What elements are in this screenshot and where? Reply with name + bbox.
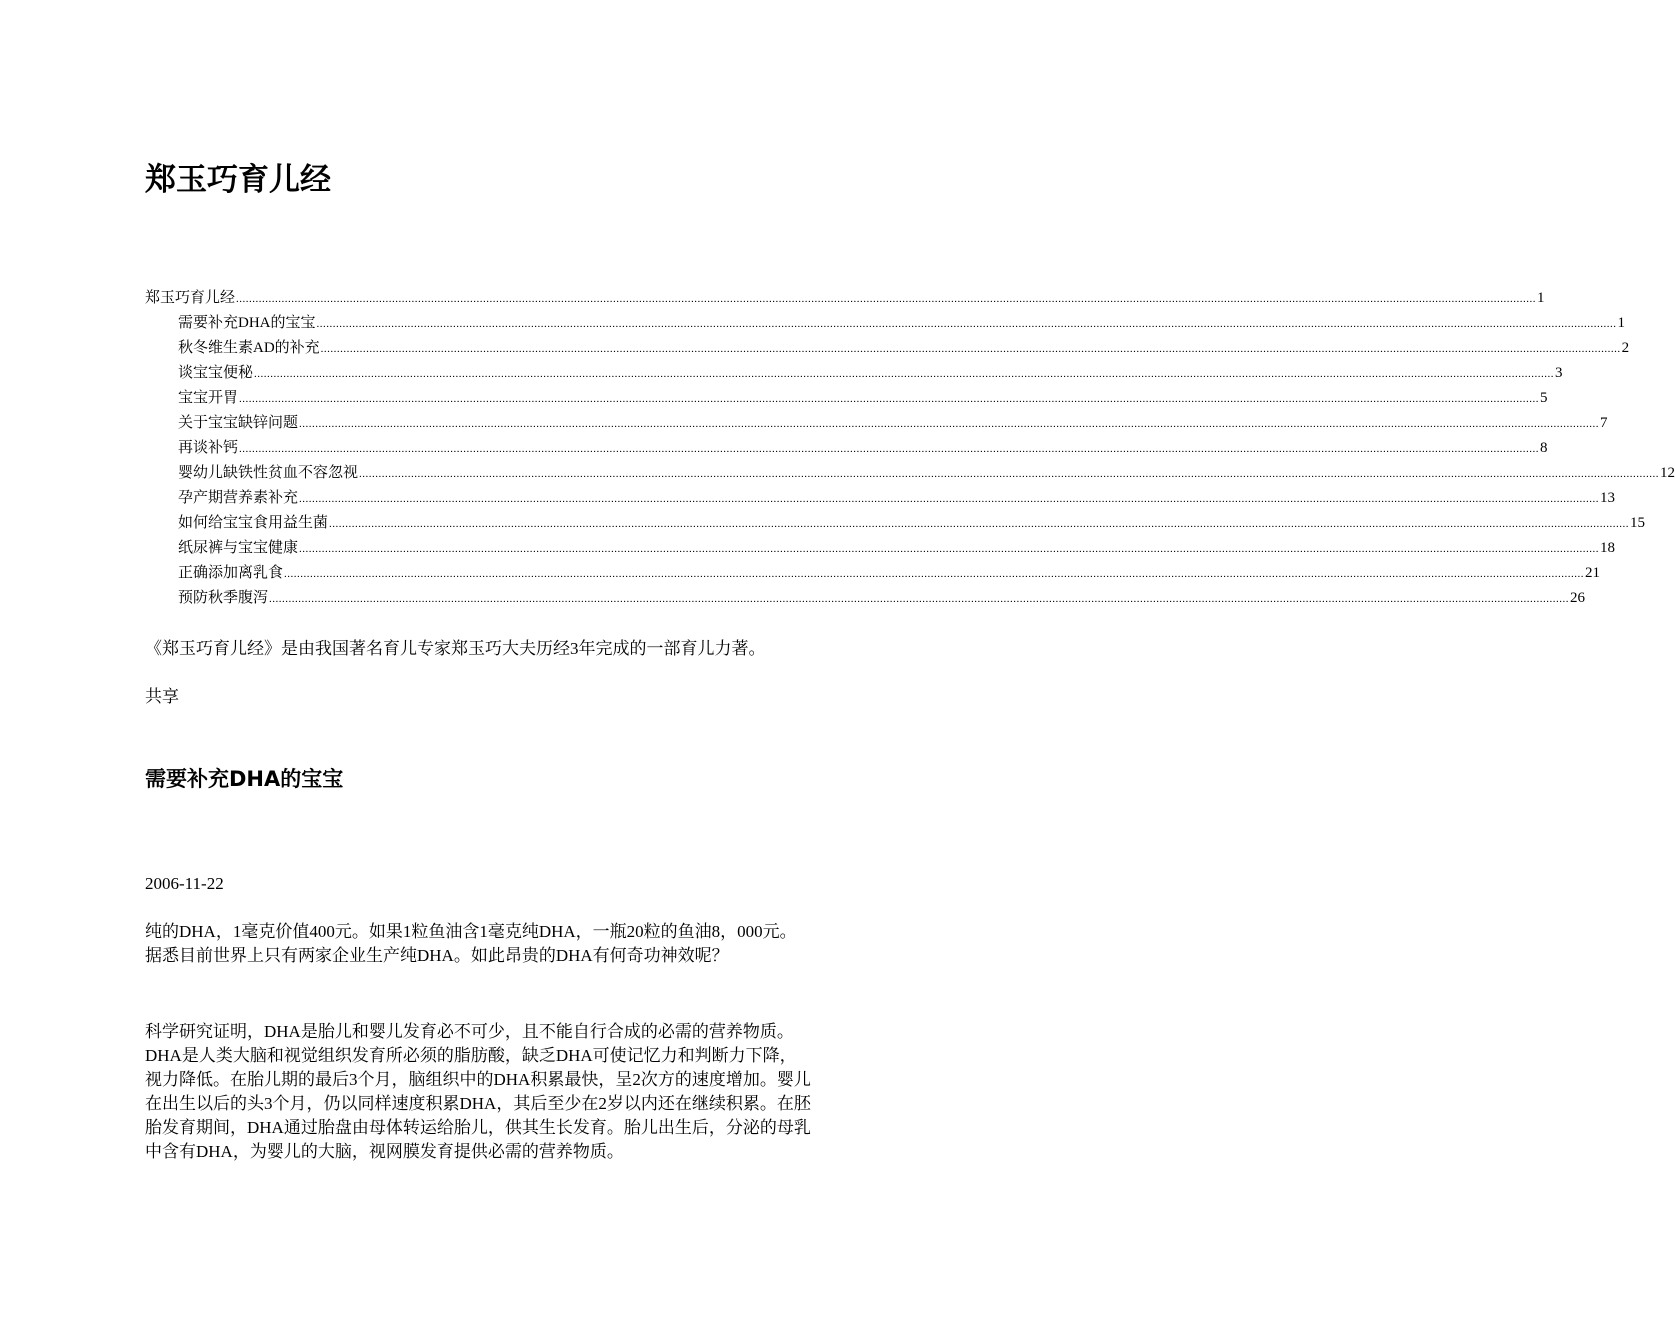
toc-entry[interactable] xyxy=(145,386,1548,411)
toc-entry[interactable] xyxy=(145,536,1616,561)
toc-entry-text: 需要补充DHA的宝宝 xyxy=(178,315,316,331)
toc-leader-dots: ................................................................................................................................................................................................................................................................................................................................................................................................................ xyxy=(299,418,1600,430)
toc-entry-text: 郑玉巧育儿经 xyxy=(145,290,236,306)
toc-entry[interactable] xyxy=(145,286,1545,311)
toc-entry-text: 如何给宝宝食用益生菌 xyxy=(178,515,329,531)
toc-leader-dots: ................................................................................................................................................................................................................................................................................................................................................................................................................ xyxy=(236,293,1537,305)
document-title: 郑玉巧育儿经 xyxy=(145,162,331,198)
toc-leader-dots: ................................................................................................................................................................................................................................................................................................................................................................................................................ xyxy=(239,393,1540,405)
toc-leader-dots: ................................................................................................................................................................................................................................................................................................................................................................................................................ xyxy=(359,468,1660,480)
toc-entry-page: 18 xyxy=(1600,540,1616,556)
toc-entry-text: 预防秋季腹泻 xyxy=(178,590,269,606)
toc-entry[interactable] xyxy=(145,511,1646,536)
toc-entry-page: 8 xyxy=(1540,440,1548,456)
body-paragraph: 纯的DHA，1毫克价值400元。如果1粒鱼油含1毫克纯DHA，一瓶20粒的鱼油8，000元。据悉目前世界上只有两家企业生产纯DHA。如此昂贵的DHA有何奇功神效呢？ xyxy=(145,922,797,965)
toc-entry[interactable] xyxy=(145,461,1675,486)
toc-entry-text: 宝宝开胃 xyxy=(178,390,239,406)
toc-entry-page: 15 xyxy=(1630,515,1646,531)
toc-entry[interactable] xyxy=(145,561,1601,586)
share-text: 共享 xyxy=(145,687,179,706)
body-paragraph: 科学研究证明，DHA是胎儿和婴儿发育必不可少，且不能自行合成的必需的营养物质。DHA是人类大脑和视觉组织发育所必须的脂肪酸，缺乏DHA可使记忆力和判断力下降，视力降低。在胎儿期的最后3个月，脑组织中的DHA积累最快，呈2次方的速度增加。婴儿在出生以后的头3个月，仍以同样速度积累DHA，其后至少在2岁以内还在继续积累。在胚胎发育期间，DHA通过胎盘由母体转运给胎儿，供其生长发育。胎儿出生后，分泌的母乳中含有DHA，为婴儿的大脑，视网膜发育提供必需的营养物质。 xyxy=(145,1022,811,1161)
toc-leader-dots: ................................................................................................................................................................................................................................................................................................................................................................................................................ xyxy=(316,318,1617,330)
toc-leader-dots: ................................................................................................................................................................................................................................................................................................................................................................................................................ xyxy=(299,543,1600,555)
toc-entry-page: 3 xyxy=(1555,365,1563,381)
toc-entry[interactable] xyxy=(145,486,1616,511)
intro-paragraph: 《郑玉巧育儿经》是由我国著名育儿专家郑玉巧大夫历经3年完成的一部育儿力著。 xyxy=(145,639,766,658)
toc-leader-dots: ................................................................................................................................................................................................................................................................................................................................................................................................................ xyxy=(284,568,1585,580)
toc-leader-dots: ................................................................................................................................................................................................................................................................................................................................................................................................................ xyxy=(329,518,1630,530)
toc-entry-page: 7 xyxy=(1600,415,1608,431)
toc-entry[interactable] xyxy=(145,361,1563,386)
toc-entry-page: 13 xyxy=(1600,490,1616,506)
toc-entry-page: 12 xyxy=(1660,465,1675,481)
toc-entry-page: 1 xyxy=(1537,290,1545,306)
table-of-contents xyxy=(145,286,1675,611)
toc-leader-dots: ................................................................................................................................................................................................................................................................................................................................................................................................................ xyxy=(254,368,1555,380)
toc-entry-text: 关于宝宝缺锌问题 xyxy=(178,415,299,431)
toc-entry-text: 再谈补钙 xyxy=(178,440,239,456)
section-date: 2006-11-22 xyxy=(145,874,224,893)
toc-entry-text: 秋冬维生素AD的补充 xyxy=(178,340,320,356)
toc-leader-dots: ................................................................................................................................................................................................................................................................................................................................................................................................................ xyxy=(299,493,1600,505)
toc-entry[interactable] xyxy=(145,411,1608,436)
toc-entry-page: 5 xyxy=(1540,390,1548,406)
toc-entry[interactable] xyxy=(145,436,1548,461)
section-title: 需要补充DHA的宝宝 xyxy=(145,767,344,791)
toc-entry-page: 2 xyxy=(1621,340,1630,356)
toc-entry-text: 谈宝宝便秘 xyxy=(178,365,254,381)
toc-entry-page: 21 xyxy=(1585,565,1601,581)
toc-entry[interactable] xyxy=(145,311,1625,336)
toc-entry-text: 纸尿裤与宝宝健康 xyxy=(178,540,299,556)
toc-entry-page: 1 xyxy=(1617,315,1625,331)
toc-entry[interactable] xyxy=(145,336,1630,361)
toc-leader-dots: ................................................................................................................................................................................................................................................................................................................................................................................................................ xyxy=(269,593,1570,605)
toc-entry-text: 孕产期营养素补充 xyxy=(178,490,299,506)
toc-entry-text: 正确添加离乳食 xyxy=(178,565,284,581)
toc-leader-dots: ................................................................................................................................................................................................................................................................................................................................................................................................................ xyxy=(239,443,1540,455)
toc-leader-dots: ................................................................................................................................................................................................................................................................................................................................................................................................................ xyxy=(320,343,1621,355)
toc-entry-page: 26 xyxy=(1570,590,1586,606)
toc-entry[interactable] xyxy=(145,586,1586,611)
toc-entry-text: 婴幼儿缺铁性贫血不容忽视 xyxy=(178,465,359,481)
